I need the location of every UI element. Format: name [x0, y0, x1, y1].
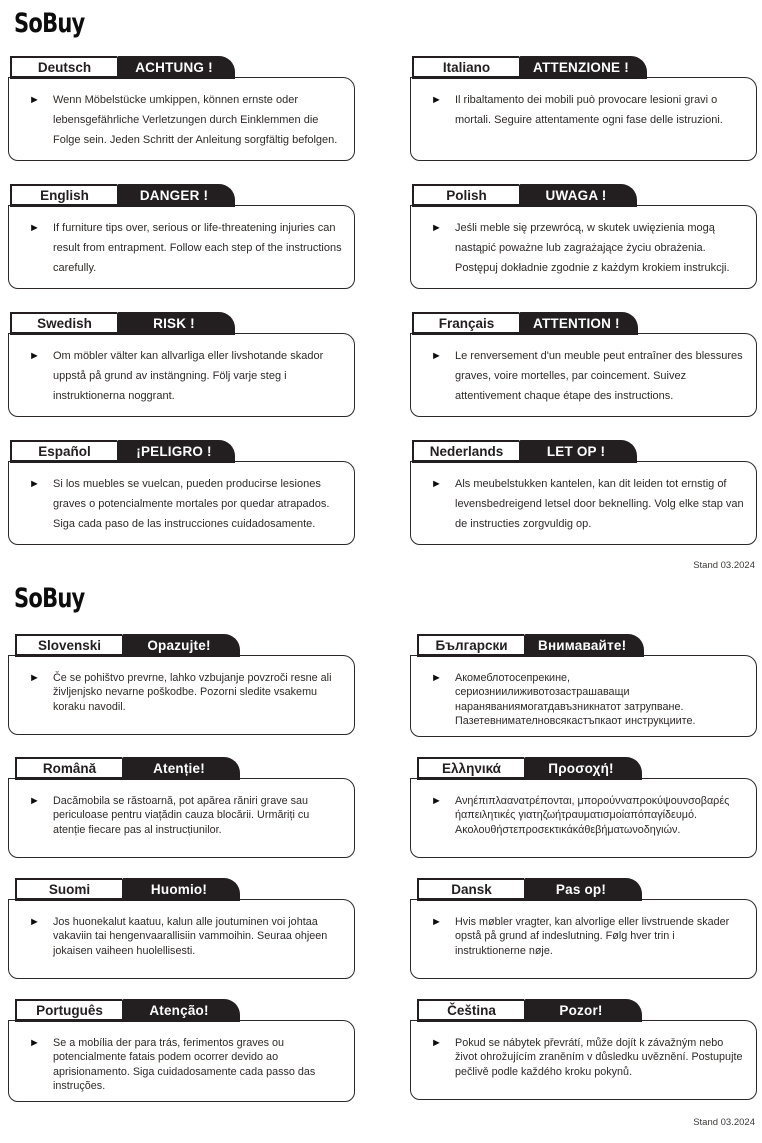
bullet-arrow-icon: ►: [431, 94, 442, 106]
warning-tab: Huomio!: [122, 878, 240, 901]
warning-box-header: [10, 312, 355, 335]
warning-box-deutsch: [8, 56, 355, 161]
warning-text: Pokud se nábytek převrátí, může dojít k závažným nebo život ohrožujícím zraněním v důsledku uvěznění. Postupujte pečlivě podle každého kroku pokynů.: [455, 1037, 743, 1078]
warning-text: Si los muebles se vuelcan, pueden producirse lesiones graves o potencialmente mortales por quedar atrapados. Siga cada paso de las instrucciones cuidadosamente.: [53, 478, 330, 530]
warning-box-body: [410, 1020, 757, 1100]
bullet-arrow-icon: ►: [29, 350, 40, 362]
warning-box-grid: [8, 634, 757, 1102]
warning-box-grid: [8, 56, 757, 545]
warning-box-body: [8, 1020, 355, 1102]
language-tab: Nederlands: [412, 440, 519, 463]
language-tab: English: [10, 184, 117, 207]
warning-tab: LET OP !: [519, 440, 637, 463]
warning-box-portugues: [8, 999, 355, 1102]
warning-box-header: [412, 440, 757, 463]
warning-tab: Pas op!: [524, 878, 642, 901]
warning-text: Le renversement d'un meuble peut entraîner des blessures graves, voire mortelles, par coincement. Suivez attentivement chaque étape des instructions.: [455, 350, 743, 402]
warning-box-body: [8, 461, 355, 545]
language-tab: Polish: [412, 184, 519, 207]
warning-box-header: [15, 634, 355, 657]
bullet-arrow-icon: ►: [29, 1037, 40, 1049]
brand-logo: SoBuy: [14, 8, 85, 39]
warning-text: Dacămobila se răstoarnă, pot apărea răniri grave sau periculoase pentru viațădin cauza blocării. Urmăriți cu atenție fiecare pas al instrucțiunilor.: [53, 795, 310, 836]
warning-tab: Atenție!: [122, 757, 240, 780]
warning-text: Če se pohištvo prevrne, lahko vzbujanje povzroči resne ali življenjsko nevarne poškodbe. Pozorni sledite vsakemu koraku navodil.: [53, 672, 332, 713]
warning-box-body: [8, 77, 355, 161]
language-tab: Română: [15, 757, 122, 780]
version-note: Stand 03.2024: [693, 560, 755, 571]
warning-box-body: [8, 333, 355, 417]
brand-logo: SoBuy: [14, 583, 85, 614]
warning-box-header: [412, 312, 757, 335]
warning-box-polish: [410, 184, 757, 289]
warning-box-dansk: [410, 878, 757, 979]
warning-text: Hvis møbler vragter, kan alvorlige eller livstruende skader opstå på grund af indeslutning. Følg hver trin i instruktionerne nøje.: [455, 916, 730, 957]
warning-box-italiano: [410, 56, 757, 161]
warning-text: Se a mobília der para trás, ferimentos graves ou potencialmente fatais podem ocorrer devido ao aprisionamento. Siga cuidadosamente cada passo das instruções.: [53, 1037, 316, 1092]
warning-tab: Внимавайте!: [524, 634, 644, 657]
warning-text: Wenn Möbelstücke umkippen, können ernste oder lebensgefährliche Verletzungen durch Einklemmen die Folge sein. Jeden Schritt der Anleitung sorgfältig befolgen.: [53, 94, 338, 146]
bullet-arrow-icon: ►: [431, 672, 442, 684]
sheet-page-1: [8, 10, 757, 571]
bullet-arrow-icon: ►: [431, 222, 442, 234]
bullet-arrow-icon: ►: [29, 916, 40, 928]
language-tab: Български: [417, 634, 524, 657]
warning-tab: ATTENTION !: [519, 312, 638, 335]
warning-box-nederlands: [410, 440, 757, 545]
language-tab: Italiano: [412, 56, 519, 79]
warning-box-body: [410, 461, 757, 545]
warning-text: Jos huonekalut kaatuu, kalun alle joutuminen voi johtaa vakaviin tai hengenvaarallisiin vammoihin. Seuraa ohjeen jokaisen vaiheen huolellisesti.: [53, 916, 328, 957]
warning-box-header: [412, 56, 757, 79]
bullet-arrow-icon: ►: [29, 672, 40, 684]
warning-tab: ATTENZIONE !: [519, 56, 647, 79]
warning-tab: UWAGA !: [519, 184, 637, 207]
warning-box-header: [15, 757, 355, 780]
bullet-arrow-icon: ►: [431, 350, 442, 362]
warning-text: Om möbler välter kan allvarliga eller livshotande skador uppstå på grund av instängning. Följ varje steg i instruktionerna noggrant.: [53, 350, 324, 402]
warning-box-slovenski: [8, 634, 355, 735]
warning-box-body: [410, 77, 757, 161]
warning-tab: RISK !: [117, 312, 235, 335]
warning-tab: Atenção!: [122, 999, 240, 1022]
warning-box-header: [15, 999, 355, 1022]
language-tab: Français: [412, 312, 519, 335]
warning-tab: Pozor!: [524, 999, 642, 1022]
bullet-arrow-icon: ►: [431, 478, 442, 490]
bullet-arrow-icon: ►: [431, 916, 442, 928]
warning-text: Als meubelstukken kantelen, kan dit leiden tot ernstig of levensbedreigend letsel door beknelling. Volg elke stap van de instructies zorgvuldig op.: [455, 478, 744, 530]
warning-box-swedish: [8, 312, 355, 417]
warning-box-header: [10, 184, 355, 207]
warning-box-header: [15, 878, 355, 901]
warning-box-header: [417, 999, 757, 1022]
warning-box-bulgarian: [410, 634, 757, 737]
bullet-arrow-icon: ►: [431, 1037, 442, 1049]
bullet-arrow-icon: ►: [29, 94, 40, 106]
bullet-arrow-icon: ►: [29, 795, 40, 807]
warning-box-body: [8, 899, 355, 979]
warning-box-body: [8, 778, 355, 858]
language-tab: Deutsch: [10, 56, 117, 79]
warning-box-francais: [410, 312, 757, 417]
warning-text: Jeśli meble się przewrócą, w skutek uwięzienia mogą nastąpić poważne lub zagrażające życiu obrażenia. Postępuj dokładnie zgodnie z każdym krokiem instrukcji.: [455, 222, 730, 274]
warning-box-body: [410, 899, 757, 979]
warning-tab: ¡PELIGRO !: [117, 440, 235, 463]
warning-tab: ACHTUNG !: [117, 56, 235, 79]
warning-box-romana: [8, 757, 355, 858]
bullet-arrow-icon: ►: [29, 478, 40, 490]
warning-box-header: [412, 184, 757, 207]
warning-text: If furniture tips over, serious or life-threatening injuries can result from entrapment. Follow each step of the instructions carefully.: [53, 222, 342, 274]
warning-box-cestina: [410, 999, 757, 1100]
bullet-arrow-icon: ►: [29, 222, 40, 234]
warning-box-header: [417, 878, 757, 901]
bullet-arrow-icon: ►: [431, 795, 442, 807]
warning-box-header: [10, 56, 355, 79]
version-note: Stand 03.2024: [693, 1117, 755, 1128]
warning-tab: Προσοχή!: [524, 757, 642, 780]
language-tab: Čeština: [417, 999, 524, 1022]
warning-box-header: [417, 757, 757, 780]
warning-box-greek: [410, 757, 757, 858]
warning-box-body: [8, 655, 355, 735]
warning-box-suomi: [8, 878, 355, 979]
warning-box-english: [8, 184, 355, 289]
warning-text: Ανηέπιπλαανατρέπονται, μπορούνναπροκύψουνσοβαρές ήαπειλητικές γιατηζωήτραυματισμοίαπόπαγίδευμό. Ακολουθήστεπροσεκτικάκάθεβήματωνοδηγιών.: [455, 795, 730, 836]
warning-box-body: [410, 778, 757, 858]
warning-box-header: [10, 440, 355, 463]
warning-text: Il ribaltamento dei mobili può provocare lesioni gravi o mortali. Seguire attentamente ogni fase delle istruzioni.: [455, 94, 723, 126]
language-tab: Slovenski: [15, 634, 122, 657]
warning-box-body: [410, 205, 757, 289]
warning-box-body: [8, 205, 355, 289]
language-tab: Português: [15, 999, 122, 1022]
language-tab: Ελληνικά: [417, 757, 524, 780]
warning-box-header: [417, 634, 757, 657]
warning-box-body: [410, 333, 757, 417]
language-tab: Swedish: [10, 312, 117, 335]
warning-text: Акомеблотосепрекине, сериозниилиживотозастрашаващи нараняваниямогатдавъзникнатот затрупване. Пазетевнимателновсякастъпкаот инструкциите.: [455, 672, 696, 727]
warning-tab: Opazujte!: [122, 634, 240, 657]
sheet-page-2: [8, 585, 757, 1128]
language-tab: Dansk: [417, 878, 524, 901]
language-tab: Español: [10, 440, 117, 463]
language-tab: Suomi: [15, 878, 122, 901]
warning-box-body: [410, 655, 757, 737]
warning-tab: DANGER !: [117, 184, 235, 207]
warning-box-espanol: [8, 440, 355, 545]
